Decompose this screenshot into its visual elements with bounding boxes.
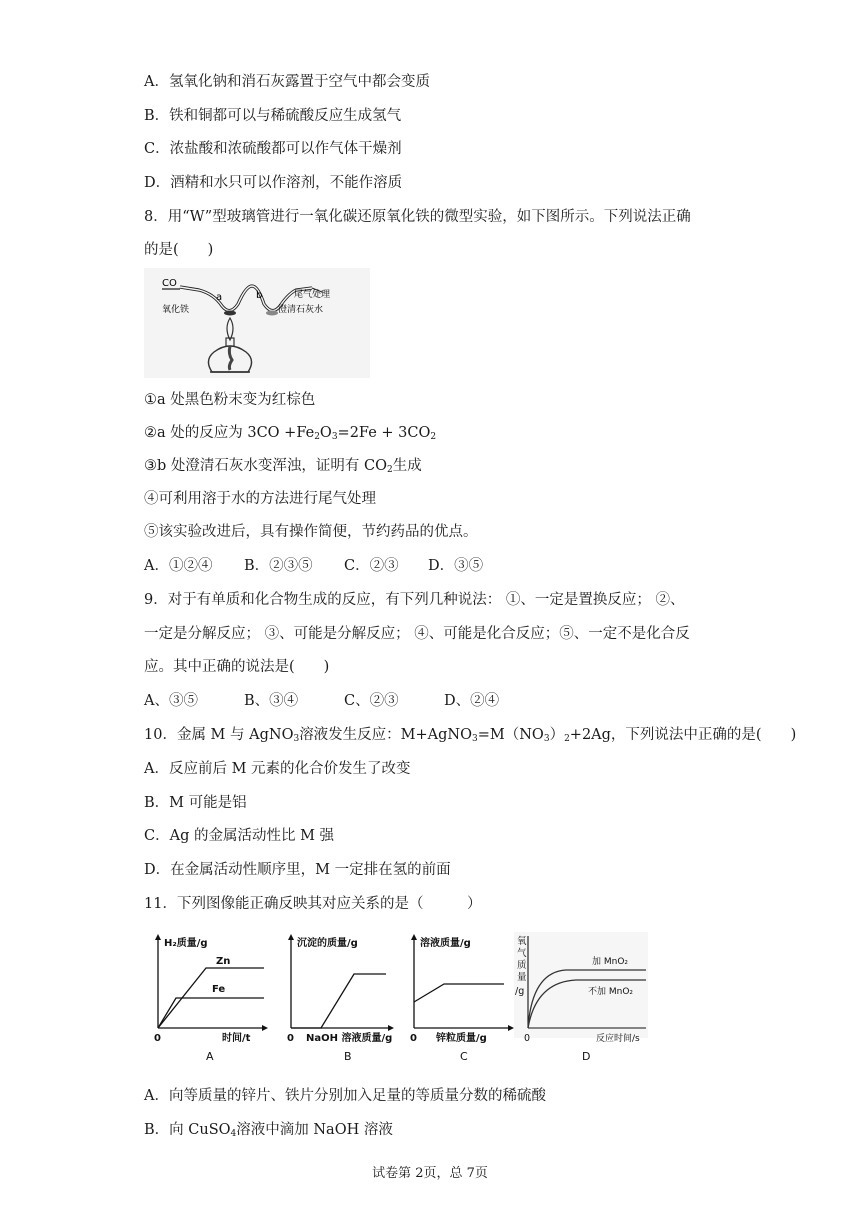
s2-sub: 2 bbox=[314, 432, 320, 442]
q9-stem-line2: 一定是分解反应； ③、可能是分解反应； ④、可能是化合反应；⑤、一定不是化合反 bbox=[144, 626, 690, 642]
q10-text: +2Ag，下列说法中正确的是( ) bbox=[569, 727, 797, 743]
graph-d-caption: D bbox=[582, 1050, 591, 1063]
q10-text: 10．金属 M 与 AgNO bbox=[144, 727, 294, 743]
q11-b-text: 溶液中滴加 NaOH 溶液 bbox=[236, 1122, 393, 1138]
graph-a-fe-line bbox=[158, 998, 264, 1028]
graph-c bbox=[410, 934, 514, 1063]
graph-c-origin: 0 bbox=[410, 1033, 417, 1044]
q10-option-d: D．在金属活动性顺序里，M 一定排在氢的前面 bbox=[144, 862, 451, 878]
q11-graphs-figure bbox=[146, 928, 650, 1072]
graph-a-ylabel: H₂质量/g bbox=[164, 938, 208, 949]
s3-sub: 2 bbox=[386, 465, 393, 475]
graph-c-line bbox=[414, 984, 504, 1002]
q9-option-d: D、②④ bbox=[444, 693, 500, 709]
graph-b-caption: B bbox=[344, 1050, 352, 1063]
q9-stem-line1: 9．对于有单质和化合物生成的反应，有下列几种说法： ①、一定是置换反应； ②、 bbox=[144, 592, 685, 608]
s3-text: 生成 bbox=[392, 458, 422, 474]
page-footer: 试卷第 2页，总 7页 bbox=[372, 1166, 488, 1181]
q7-option-d: D．酒精和水只可以作溶剂，不能作溶质 bbox=[144, 175, 403, 191]
graph-a-xlabel: 时间/t bbox=[222, 1033, 251, 1044]
tail-gas-label: 尾气处理 bbox=[294, 290, 331, 300]
q9-option-b: B、③④ bbox=[244, 693, 299, 709]
q11-option-a: A．向等质量的锌片、铁片分别加入足量的等质量分数的稀硫酸 bbox=[144, 1088, 546, 1104]
q10-sub: 2 bbox=[564, 734, 570, 744]
q8-statement-4: ④可利用溶于水的方法进行尾气处理 bbox=[144, 491, 376, 507]
q8-option-a: A．①②④ bbox=[144, 558, 213, 574]
q10-text: =M（NO bbox=[477, 727, 544, 743]
graph-b-ylabel: 沉淀的质量/g bbox=[297, 938, 358, 949]
s2-text: =2Fe + 3CO bbox=[337, 425, 431, 441]
graph-d bbox=[514, 932, 648, 1063]
s2-text: ②a 处的反应为 3CO +Fe bbox=[144, 425, 315, 441]
q7-option-c: C．浓盐酸和浓硫酸都可以作气体干燥剂 bbox=[144, 141, 402, 157]
graph-d-with-mno2-label: 加 MnO₂ bbox=[592, 957, 629, 967]
s3-text: ③b 处澄清石灰水变浑浊，证明有 CO bbox=[144, 458, 387, 474]
q9-option-a: A、③⑤ bbox=[144, 693, 198, 709]
graph-d-ylabel-5: /g bbox=[515, 986, 525, 997]
graph-a bbox=[154, 934, 268, 1063]
q8-statement-5: ⑤该实验改进后，具有操作简便，节约药品的优点。 bbox=[144, 524, 478, 540]
q8-options bbox=[144, 556, 483, 576]
q9-options bbox=[144, 691, 499, 711]
s2-sub: 3 bbox=[331, 432, 338, 442]
q8-statement-1: ①a 处黑色粉末变为红棕色 bbox=[144, 392, 316, 408]
graph-d-ylabel-3: 质 bbox=[517, 960, 527, 971]
graph-a-fe-label: Fe bbox=[212, 984, 226, 995]
q10-option-a: A．反应前后 M 元素的化合价发生了改变 bbox=[144, 761, 411, 777]
q10-text: 溶液发生反应：M+AgNO bbox=[299, 727, 473, 743]
fe2o3-label: 氧化铁 bbox=[162, 305, 190, 315]
q10-text: ） bbox=[549, 727, 565, 743]
graph-c-ylabel: 溶液质量/g bbox=[420, 938, 471, 949]
q10-option-c: C．Ag 的金属活动性比 M 强 bbox=[144, 828, 335, 844]
s2-sub: 2 bbox=[430, 432, 437, 442]
graph-c-caption: C bbox=[460, 1050, 468, 1063]
q8-option-d: D．③⑤ bbox=[428, 558, 484, 574]
s2-text: O bbox=[319, 425, 332, 441]
q10-sub: 3 bbox=[472, 734, 478, 744]
q10-sub: 3 bbox=[293, 734, 300, 744]
w-tube-apparatus-figure bbox=[144, 268, 370, 378]
q8-stem-line1: 8．用“W”型玻璃管进行一氧化碳还原氧化铁的微型实验，如下图所示。下列说法正确 bbox=[144, 209, 691, 225]
q10-option-b: B．M 可能是铝 bbox=[144, 795, 247, 811]
q10-sub: 3 bbox=[543, 734, 550, 744]
q7-option-a: A．氢氧化钠和消石灰露置于空气中都会变质 bbox=[144, 74, 430, 90]
graph-c-xlabel: 锌粒质量/g bbox=[436, 1033, 487, 1044]
graph-d-ylabel-2: 气 bbox=[517, 948, 527, 959]
q11-b-sub: 4 bbox=[230, 1129, 237, 1139]
graph-b bbox=[287, 934, 394, 1063]
graph-d-xlabel: 反应时间/s bbox=[596, 1034, 640, 1044]
graph-b-xlabel: NaOH 溶液质量/g bbox=[306, 1033, 393, 1044]
graph-a-zn-label: Zn bbox=[216, 956, 231, 967]
q9-option-c: C、②③ bbox=[344, 693, 399, 709]
graph-b-origin: 0 bbox=[287, 1033, 294, 1044]
q11-option-b bbox=[144, 1120, 393, 1144]
graph-b-line bbox=[291, 974, 386, 1028]
graph-d-origin: 0 bbox=[524, 1033, 531, 1044]
q8-option-b: B．②③⑤ bbox=[244, 558, 313, 574]
q8-stem-line2: 的是( ) bbox=[144, 242, 214, 258]
q8-option-c: C．②③ bbox=[344, 558, 399, 574]
label-b: b bbox=[256, 290, 263, 301]
q11-b-text: B．向 CuSO bbox=[144, 1122, 231, 1138]
graph-d-ylabel-4: 量 bbox=[517, 972, 527, 983]
q11-stem: 11．下列图像能正确反映其对应关系的是（ ） bbox=[144, 896, 482, 912]
q9-stem-line3: 应。其中正确的说法是( ) bbox=[144, 659, 330, 675]
graph-d-without-mno2-label: 不加 MnO₂ bbox=[588, 987, 634, 997]
label-a: a bbox=[216, 292, 223, 303]
q7-option-b: B．铁和铜都可以与稀硫酸反应生成氢气 bbox=[144, 108, 402, 124]
graph-a-caption: A bbox=[206, 1050, 214, 1063]
graph-d-ylabel-1: 氧 bbox=[517, 936, 527, 947]
q8-statement-2 bbox=[144, 423, 436, 447]
co-label: CO bbox=[162, 278, 177, 289]
graph-a-origin: 0 bbox=[154, 1033, 161, 1044]
q10-stem bbox=[144, 725, 796, 749]
limewater-label: 澄清石灰水 bbox=[278, 305, 324, 315]
q8-statement-3 bbox=[144, 456, 422, 480]
